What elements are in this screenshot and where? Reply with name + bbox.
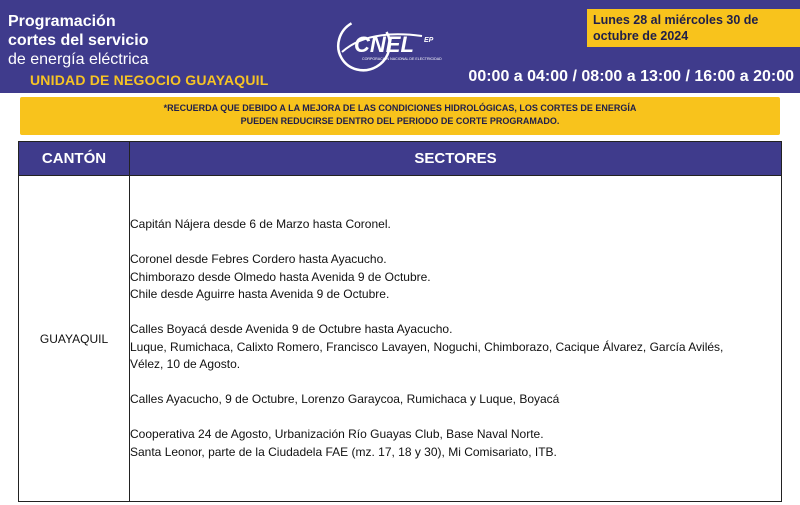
sector-line: Calles Ayacucho, 9 de Octubre, Lorenzo Garaycoa, Rumichaca y Luque, Boyacá <box>130 392 560 406</box>
sector-line: Calles Boyacá desde Avenida 9 de Octubre hasta Ayacucho. <box>130 322 453 336</box>
notice-banner <box>20 97 780 135</box>
sector-line: Chile desde Aguirre hasta Avenida 9 de Octubre. <box>130 287 390 301</box>
logo-brand: CNEL <box>354 32 414 57</box>
sector-line: Luque, Rumichaca, Calixto Romero, Francisco Lavayen, Noguchi, Chimborazo, Cacique Álvarez, García Avilés, <box>130 339 724 354</box>
header-sectores: SECTORES <box>130 142 782 176</box>
logo-tagline: CORPORACIÓN NACIONAL DE ELECTRICIDAD <box>362 57 442 61</box>
sector-group <box>130 426 781 461</box>
date-range-box <box>587 9 800 47</box>
sector-group <box>130 321 781 374</box>
sector-group <box>130 251 781 304</box>
title-line-1: Programación <box>8 13 116 30</box>
sector-group <box>130 391 781 409</box>
sectors-cell <box>130 176 782 502</box>
table-row <box>19 176 782 502</box>
logo-suffix: EP <box>424 37 434 44</box>
sector-line: Vélez, 10 de Agosto. <box>130 357 241 371</box>
title-line-2: cortes del servicio <box>8 32 149 49</box>
sector-line: Chimborazo desde Olmedo hasta Avenida 9 de Octubre. <box>130 269 431 284</box>
business-unit-label: UNIDAD DE NEGOCIO GUAYAQUIL <box>30 72 269 88</box>
sector-line: Coronel desde Febres Cordero hasta Ayacucho. <box>130 252 387 266</box>
canton-cell: GUAYAQUIL <box>19 176 130 502</box>
date-range: Lunes 28 al miércoles 30 de octubre de 2024 <box>593 13 759 43</box>
notice-line-1: *RECUERDA QUE DEBIDO A LA MEJORA DE LAS CONDICIONES HIDROLÓGICAS, LOS CORTES DE ENERGÍA <box>163 103 637 113</box>
schedule-table <box>18 141 782 502</box>
schedule-hours: 00:00 a 04:00 / 08:00 a 13:00 / 16:00 a 20:00 <box>468 68 794 85</box>
header-canton: CANTÓN <box>19 142 130 176</box>
sector-line: Santa Leonor, parte de la Ciudadela FAE (mz. 17, 18 y 30), Mi Comisariato, ITB. <box>130 444 557 459</box>
table-header-row <box>19 142 782 176</box>
notice-line-2: PUEDEN REDUCIRSE DENTRO DEL PERIODO DE CORTE PROGRAMADO. <box>240 116 560 126</box>
page-title <box>8 12 149 69</box>
cnel-logo <box>332 14 492 76</box>
title-line-3: de energía eléctrica <box>8 51 149 68</box>
sector-group <box>130 216 781 234</box>
sector-line: Capitán Nájera desde 6 de Marzo hasta Coronel. <box>130 217 391 231</box>
header-banner <box>0 0 800 93</box>
sector-line: Cooperativa 24 de Agosto, Urbanización Río Guayas Club, Base Naval Norte. <box>130 427 544 441</box>
